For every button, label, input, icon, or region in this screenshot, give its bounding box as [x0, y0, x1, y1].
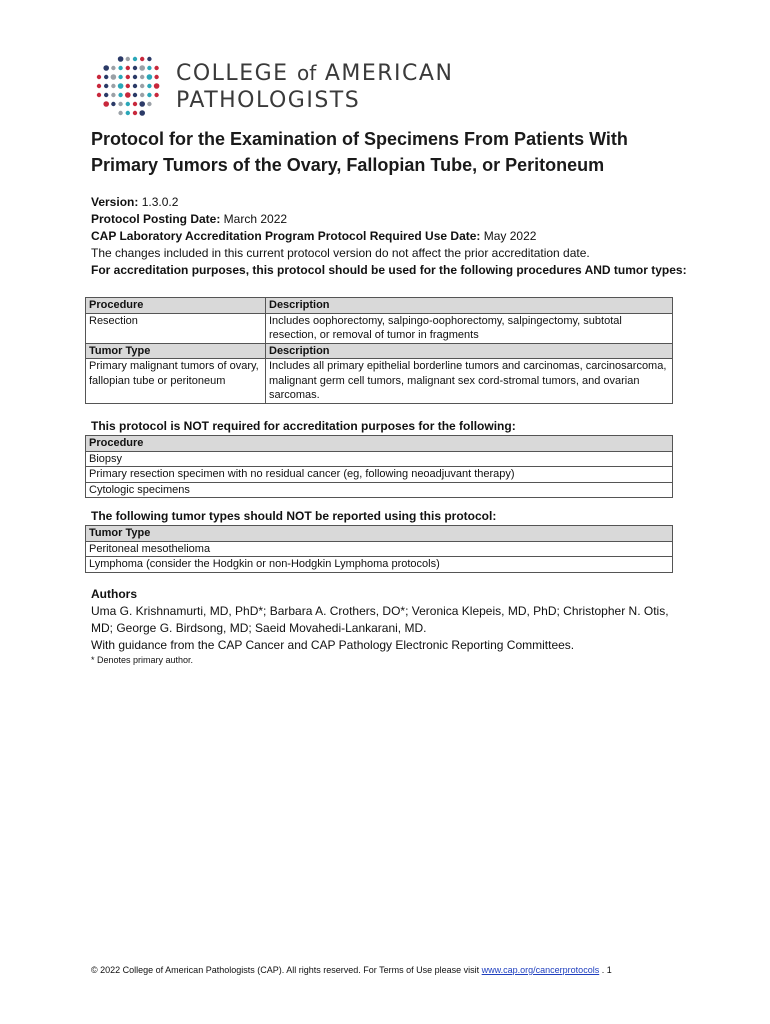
not-reported-heading: The following tumor types should NOT be reported using this protocol:: [91, 509, 497, 523]
required-use-date-line: CAP Laboratory Accreditation Program Protocol Required Use Date: May 2022: [91, 229, 537, 243]
logo-dot: [126, 84, 130, 88]
logo-dot: [125, 92, 131, 98]
document-title: Protocol for the Examination of Specimens From Patients With Primary Tumors of the Ovary, Fallopian Tube, or Peritoneum: [91, 129, 628, 175]
posting-date-line: Protocol Posting Date: March 2022: [91, 212, 288, 226]
logo-dot: [118, 75, 122, 79]
table-row: Biopsy: [86, 451, 673, 467]
table-header-row: Tumor Type Description: [86, 343, 673, 359]
logo-dot: [103, 65, 109, 71]
table-row: Primary malignant tumors of ovary, fallopian tube or peritoneum Includes all primary epithelial borderline tumors and carcinomas, carcinosarcoma, malignant germ cell tumors, malignant sex cord-stromal tumors, and ovarian sarcomas.: [86, 359, 673, 404]
logo-dot: [133, 57, 137, 61]
logo-dot: [104, 93, 108, 97]
logo-dot: [147, 66, 151, 70]
logo-dot: [118, 83, 124, 89]
accreditation-intro: For accreditation purposes, this protocol should be used for the following procedures AND tumor types:: [91, 263, 687, 277]
not-required-table: [85, 435, 673, 498]
logo-dot: [154, 66, 158, 70]
logo-dot: [133, 66, 137, 70]
logo-dot: [139, 65, 145, 71]
logo-dot: [147, 57, 151, 61]
logo-dot: [118, 102, 122, 106]
logo-dot: [133, 75, 137, 79]
logo-dot: [118, 66, 122, 70]
table-row: Resection Includes oophorectomy, salpingo-oophorectomy, salpingectomy, subtotal resection, or removal of tumor in fragments: [86, 313, 673, 343]
logo-wordmark: COLLEGE of AMERICAN PATHOLOGISTS: [176, 61, 454, 113]
logo-dot: [97, 75, 101, 79]
not-required-heading: This protocol is NOT required for accreditation purposes for the following:: [91, 419, 516, 433]
table-header-row: Tumor Type: [86, 526, 673, 542]
logo-dot: [103, 101, 109, 107]
logo-dot: [133, 111, 137, 115]
logo-dot: [111, 84, 115, 88]
not-reported-table: [85, 525, 673, 573]
cap-dot-logo-icon: [94, 54, 166, 120]
changes-note: The changes included in this current protocol version do not affect the prior accreditation date.: [91, 246, 590, 260]
required-procedures-table: [85, 297, 673, 404]
table-row: Primary resection specimen with no residual cancer (eg, following neoadjuvant therapy): [86, 467, 673, 483]
author-names: Uma G. Krishnamurti, MD, PhD*; Barbara A. Crothers, DO*; Veronica Klepeis, MD, PhD; Christopher N. Otis, MD; George G. Birdsong, MD; Saeid Movahedi-Lankarani, MD.: [91, 604, 669, 635]
protocol-meta: [91, 194, 691, 279]
logo-dot: [154, 83, 160, 89]
table-row: Peritoneal mesothelioma: [86, 541, 673, 557]
logo-dot: [126, 102, 130, 106]
logo-dot: [97, 93, 101, 97]
table-row: Lymphoma (consider the Hodgkin or non-Hodgkin Lymphoma protocols): [86, 557, 673, 573]
logo-dot: [111, 74, 117, 80]
logo-dot: [118, 56, 124, 62]
logo-dot: [126, 75, 130, 79]
logo-dot: [133, 93, 137, 97]
authors-heading: Authors: [91, 587, 137, 601]
logo-dot: [147, 84, 151, 88]
guidance-note: With guidance from the CAP Cancer and CAP Pathology Electronic Reporting Committees.: [91, 638, 575, 652]
table-header-row: Procedure Description: [86, 298, 673, 314]
logo-dot: [126, 57, 130, 61]
logo-dot: [118, 93, 122, 97]
logo-dot: [140, 93, 144, 97]
version-line: Version: 1.3.0.2: [91, 195, 179, 209]
logo-dot: [147, 102, 151, 106]
logo-dot: [104, 75, 108, 79]
logo-dot: [140, 75, 144, 79]
primary-author-note: * Denotes primary author.: [91, 655, 194, 665]
logo-dot: [139, 110, 145, 116]
cancer-protocols-link[interactable]: www.cap.org/cancerprotocols: [481, 965, 600, 975]
logo-dot: [126, 111, 130, 115]
authors-block: [91, 603, 691, 654]
logo-dot: [126, 66, 130, 70]
logo-dot: [104, 84, 108, 88]
logo-dot: [147, 74, 153, 80]
logo-dot: [139, 101, 145, 107]
table-row: Cytologic specimens: [86, 482, 673, 498]
logo-dot: [97, 84, 101, 88]
logo-dot: [111, 93, 115, 97]
logo-dot: [140, 84, 144, 88]
cap-logo: [94, 54, 474, 120]
logo-dot: [133, 102, 137, 106]
logo-dot: [140, 57, 144, 61]
logo-dot: [154, 93, 158, 97]
logo-dot: [111, 66, 115, 70]
table-header-row: Procedure: [86, 436, 673, 452]
logo-dot: [154, 75, 158, 79]
logo-dot: [111, 102, 115, 106]
page-footer: © 2022 College of American Pathologists (CAP). All rights reserved. For Terms of Use please visit www.cap.org/cancerprotocols . 1: [91, 965, 612, 975]
logo-dot: [118, 111, 122, 115]
logo-dot: [133, 84, 137, 88]
logo-dot: [147, 93, 151, 97]
